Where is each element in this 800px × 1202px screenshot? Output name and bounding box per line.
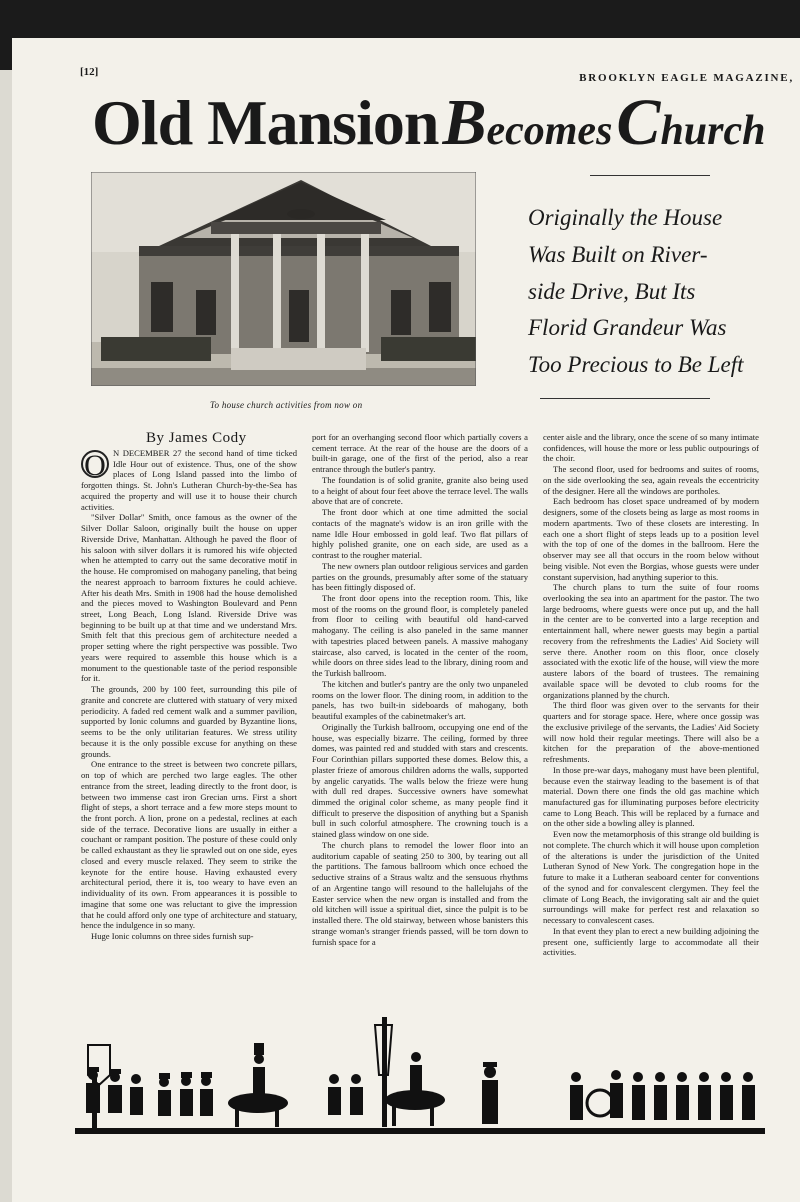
subheadline	[528, 200, 768, 384]
paragraph: The third floor was given over to the servants for their quarters and for storage space. Here, where once gossip was the exclusive privilege of the servants, the Ladies' Aid Society will now hold their regular meetings. There will also be a kitchen for the preparation of the above-mentioned refreshments.	[543, 700, 759, 765]
paragraph: "Silver Dollar" Smith, once famous as the owner of the Silver Dollar Saloon, originally built the house on upper Riverside Drive, Manhattan. Although he paved the floor of his saloon with silver dollars it is rumored his wife objected when he attempted to carry out the same decorative motif in the house. He compromised on mahogany paneling, that being the nearest approach to barroom fixtures he could achieve. After his death Mrs. Smith in 1908 had the house demolished and the pieces moved to Washington Boulevard and Penn street, Long Beach, Long Island. Riverside Drive was beginning to be built up at that time and we understand Mrs. Smith felt that this precious gem of architecture needed a proper setting where the right perspective was possible. Two years were required to assemble this house which is a monument to the questionable taste of the period responsible for it.	[81, 512, 297, 684]
paragraph: The second floor, used for bedrooms and suites of rooms, on the side overlooking the sea, again reveals the eccentricity of the designer. Here all the windows are portholes.	[543, 464, 759, 496]
paragraph: Originally the Turkish ballroom, occupying one end of the house, was especially bizarre. The ceiling, formed by three domes, was painted red and studded with stars and crescents. Four Corinthian pillars supported these domes. Below this, a plaster frieze of amorous children adorns the walls, supported by angelic caryatids. The walls below the frieze were hung with dull red drapes. Successive owners have somewhat dimmed the original color scheme, as many people find it difficult to preserve the disposition of anything but a Spanish bull in such colorful atmosphere. The crowning touch is a stained glass window on one side.	[312, 721, 528, 840]
headline-ecomes: ecomes	[486, 108, 613, 154]
article-column-3	[543, 432, 759, 958]
page-number: [12]	[80, 66, 99, 78]
paragraph: In that event they plan to erect a new building adjoining the present one, sufficiently large to accommodate all their activities.	[543, 925, 759, 958]
paragraph: Even now the metamorphosis of this strange old building is not complete. The church which it will house upon completion of the alterations is under the jurisdiction of the United Lutheran Synod of New York. The congregation hope in the future to make it a Lutheran seaboard center for conventions of the synod and for convalescent clergymen. They feel the climate of Long Beach, the invigorating salt air and the quiet surroundings will make for perfect rest and relaxation so necessary to convalescent cases.	[543, 829, 759, 926]
paragraph: One entrance to the street is between two concrete pillars, on top of which are perched two large eagles. The other entrance from the street, leading directly to the front door, is between two immense cast iron Grecian urns. First a short flight of steps, a short terrace and a few more steps mount to the front porch. A lion, prone on a pedestal, reclines at each side of the terrace. Decorative lions are usually in either a couchant or rampant position. The posture of these could only be called exhaustant as they lie sprawled out on one side, eyes closed and every muscle relaxed. They seem to strike the keynote for the entire house. Having exhausted every architectural period, there it is, too weary to have even an individuality of its own. From appearances it is possible to imagine that some one was reluctant to give the impression that he could afford only one type of architecture and statuary, hence the indulgence in so many.	[81, 759, 297, 931]
paragraph: The grounds, 200 by 100 feet, surrounding this pile of granite and concrete are cluttered with statuary of very mixed periodicity. A faded red cement walk and a summer pavilion, supported by Ionic columns and guarded by Byzantine lions, seems to be the only utilitarian features. We stress utility because it is the only possible excuse for anything on these grounds.	[81, 684, 297, 759]
subhead-line: Florid Grandeur Was	[528, 315, 727, 341]
paragraph: The church plans to remodel the lower floor into an auditorium capable of seating 250 to 300, by tearing out all the partitions. The famous ballroom which once echoed the seductive strains of a Straus waltz and the sensuous rhythms of an Argentine tango will resound to the hallelujahs of the Easter service when the new organ is installed and from the old kitchen will issue a spiritual diet, since the pulpit is to be installed there. The old stairway, between whose banisters this strange woman's stranger friends passed, will be torn down to furnish space for a	[312, 839, 528, 947]
paragraph: center aisle and the library, once the scene of so many intimate confidences, will house the more or less public outpourings of the choir.	[543, 432, 759, 464]
headline-b: B	[442, 86, 487, 159]
paragraph: port for an overhanging second floor which partially covers a cement terrace. At the rear of the house are the doors of a built-in garage, one of the first of the period, also a rear entrance through the butler's pantry.	[312, 432, 528, 475]
paragraph: The front door which at one time admitted the social contacts of the magnate's widow is an iron grille with the name Idle Hour embossed in gold leaf. Two flat pillars of highly polished granite, one on each side, are used as a contrast to the rougher material.	[312, 507, 528, 561]
headline-hurch: hurch	[660, 108, 766, 154]
subhead-line: Was Built on River-	[528, 241, 708, 267]
magazine-name: BROOKLYN EAGLE MAGAZINE,	[579, 72, 794, 84]
paragraph: The foundation is of solid granite, granite also being used to a height of about four feet above the terrace level. The walls above that are of concrete.	[312, 474, 528, 507]
photo-caption: To house church activities from now on	[210, 400, 363, 410]
drop-cap: O	[81, 450, 109, 478]
headline-part1: Old Mansion	[92, 87, 439, 158]
paragraph: In those pre-war days, mahogany must have been plentiful, because even the stairway leading to the basement is of that material. Down there one finds the old gas machine which manufactured gas for illuminating purposes before electricity came to Long Beach. This will be replaced by a furnace and on the other side a bowling alley is planned.	[543, 764, 759, 829]
paragraph: The kitchen and butler's pantry are the only two unpaneled rooms on the lower floor. The dining room, in addition to the panels, has two built-in sideboards of mahogany, both beautiful examples of the cabinetmaker's art.	[312, 678, 528, 722]
divider-rule	[540, 398, 710, 399]
headline-c: C	[616, 86, 661, 159]
subhead-line: Originally the House	[528, 205, 723, 230]
article-column-2	[312, 432, 528, 947]
procession-illustration	[70, 1015, 770, 1145]
mansion-photo	[91, 172, 476, 386]
paragraph: The church plans to turn the suite of four rooms overlooking the sea into an apartment for the pastor. The two large bedrooms, where guests were once put up, and the hall in the center are to be converted into a large reception and entertainment hall, where newer guests may begin a partial recovery from the refreshments the Ladies' Aid Society will serve there. Another room on this floor, once closely associated with the exotic life of the house, will view the more austere labors of the board of trustees. The remaining available space will be devoted to club rooms for the organizations planned by the church.	[543, 582, 759, 700]
paragraph: The front door opens into the reception room. This, like most of the rooms on the ground floor, is completely paneled from floor to ceiling with beautiful old hand-carved mahogany. The ceiling is also paneled in the same manner with tapestries placed between panels. A massive mahogany staircase, also carved, is located in the center of the room, while doors on three sides lead to the library, dining room and the Turkish ballroom.	[312, 593, 528, 679]
paragraph: Each bedroom has closet space undreamed of by modern designers, some of the closets being as large as most rooms in modern apartments. Two of these closets are interesting. In each one a short flight of steps leads up to a position level with the top of one of the domes in the ballroom. Here the observer may see all that occurs in the room below without being visible. Not even the Borgias, whose guests were under constant supervision, had anything superior to this.	[543, 496, 759, 582]
page-edge-strip	[0, 70, 12, 1202]
paragraph: The new owners plan outdoor religious services and garden parties on the grounds, presumably after some of the statuary has been fittingly disposed of.	[312, 560, 528, 593]
headline	[92, 86, 800, 159]
subhead-line: Too Precious to Be Left	[528, 352, 744, 378]
paragraph: Huge Ionic columns on three sides furnish sup-	[91, 931, 254, 942]
article-column-1	[81, 448, 297, 942]
byline: By James Cody	[146, 430, 247, 446]
divider-rule	[590, 175, 710, 176]
paragraph: N DECEMBER 27 the second hand of time ticked Idle Hour out of existence. Thus, one of the show places of Long Island passed into the limbo of forgotten things. St. John's Lutheran Church-by-the-Sea has acquired the property and will use it to house their church activities.	[81, 448, 297, 512]
subhead-line: side Drive, But Its	[528, 278, 696, 304]
